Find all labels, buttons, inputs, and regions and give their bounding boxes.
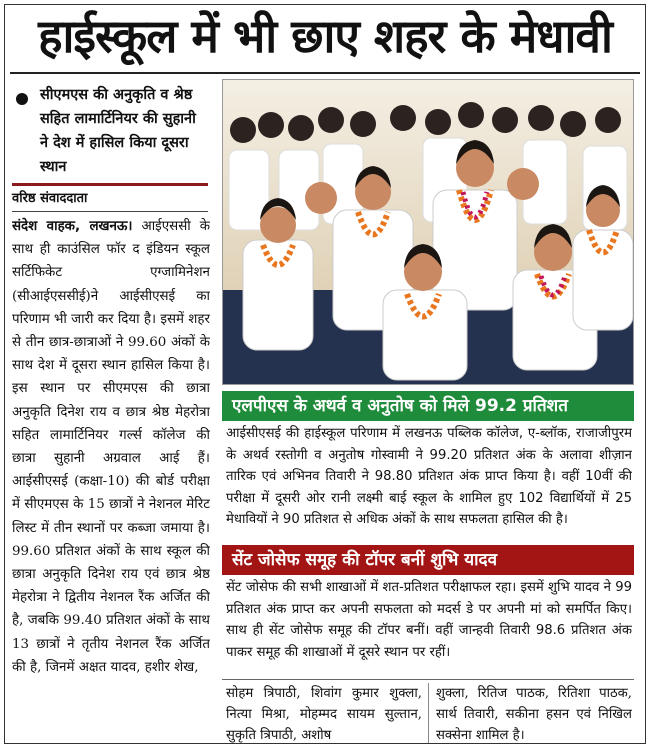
section-heading-st-joseph: सेंट जोसेफ समूह की टॉपर बनीं शुभि यादव: [222, 545, 634, 575]
section-heading-lps: एलपीएस के अथर्व व अनुतोष को मिले 99.2 प्रतिशत: [222, 391, 634, 421]
continued-text-col-2: शुक्ला, रितिज पाठक, रितिशा पाठक, सार्थ तिवारी, सकीना हसन एवं निखिल सक्सेना शामिल है।: [436, 686, 632, 743]
bullet-icon: [16, 93, 28, 105]
lead-summary: सीएमएस की अनुकृति व श्रेष्ठ सहित लामार्टिनियर की सुहानी ने देश में हासिल किया दूसरा स्थान: [40, 87, 196, 175]
lead-divider: [12, 183, 208, 186]
byline-divider: [12, 211, 208, 212]
byline: वरिष्ठ संवाददाता: [12, 191, 88, 206]
section-text-st-joseph: सेंट जोसेफ की सभी शाखाओं में शत-प्रतिशत परीक्षाफल रहा। इसमें शुभि यादव ने 99 प्रतिशत अंक प्राप्त कर अपनी सफलता को मदर्स डे पर अपनी मां को समर्पित किए। साथ ही सेंट जोसेफ समूह की टॉपर बनीं। वहीं जान्हवी तिवारी 98.6 प्रतिशत अंक पाकर समूह की शाखाओं में दूसरे स्थान पर रहीं।: [226, 580, 632, 660]
page-headline: हाईस्कूल में भी छाए शहर के मेधावी: [38, 9, 612, 63]
dateline: संदेश वाहक, लखनऊ।: [12, 219, 133, 234]
column-separator: [428, 683, 429, 743]
main-article-text: आईएससी के साथ ही काउंसिल फॉर द इंडियन स्कूल सर्टिफिकेट एग्जामिनेशन (सीआईएससीई)ने आईसीएसई का परिणाम भी जारी कर दिया है। इसमें शहर से तीन छात्र-छात्राओं ने 99.60 अंकों के साथ देश में दूसरा स्थान हासिल किया है। इस स्थान पर सीएमएस की छात्रा अनुकृति दिनेश राय व छात्र श्रेष्ठ मेहरोत्रा सहित लामार्टिनियर गर्ल्स कॉलेज की छात्रा सुहानी अग्रवाल आई हैं। आईसीएसई (कक्षा-10) की बोर्ड परीक्षा में सीएमएस के 15 छात्रों ने नेशनल मेरिट लिस्ट में तीन स्थानों पर कब्जा जमाया है। 99.60 प्रतिशत अंकों के साथ स्कूल की छात्रा अनुकृति दिनेश राय एवं छात्र श्रेष्ठ मेहरोत्रा ने द्वितीय नेशनल रैंक अर्जित की है, जबकि 99.40 प्रतिशत अंकों के साथ 13 छात्रों ने तृतीय नेशनल रैंक अर्जित की है, जिनमें अक्षत यादव, हशीर शेख,: [12, 219, 210, 675]
main-article-column: [12, 215, 210, 735]
continued-text-col-1: सोहम त्रिपाठी, शिवांग कुमार शुक्ला, नित्या मिश्रा, मोहम्मद सायम सुल्तान, सुकृति त्रिपाठी, अशोष: [226, 686, 422, 743]
section-text-lps: आईसीएसई की हाईस्कूल परिणाम में लखनऊ पब्लिक कॉलेज, ए-ब्लॉक, राजाजीपुरम के अथर्व रस्तोगी व अनुतोष गोस्वामी ने 99.20 प्रतिशत अंक के अलावा शीज़ान तारिक एवं अभिनव तिवारी ने 98.80 प्रतिशत अंक प्राप्त किया है। वहीं 10वीं की परीक्षा में दूसरी ओर रानी लक्ष्मी बाई स्कूल के शामिल हुए 102 विद्यार्थियों में 25 मेधावियों ने 90 प्रतिशत से अधिक अंकों के साथ सफलता हासिल की है।: [226, 426, 632, 527]
celebrating-students-photo: [222, 79, 634, 385]
bottom-divider: [222, 679, 634, 680]
headline-rule: [10, 72, 640, 74]
